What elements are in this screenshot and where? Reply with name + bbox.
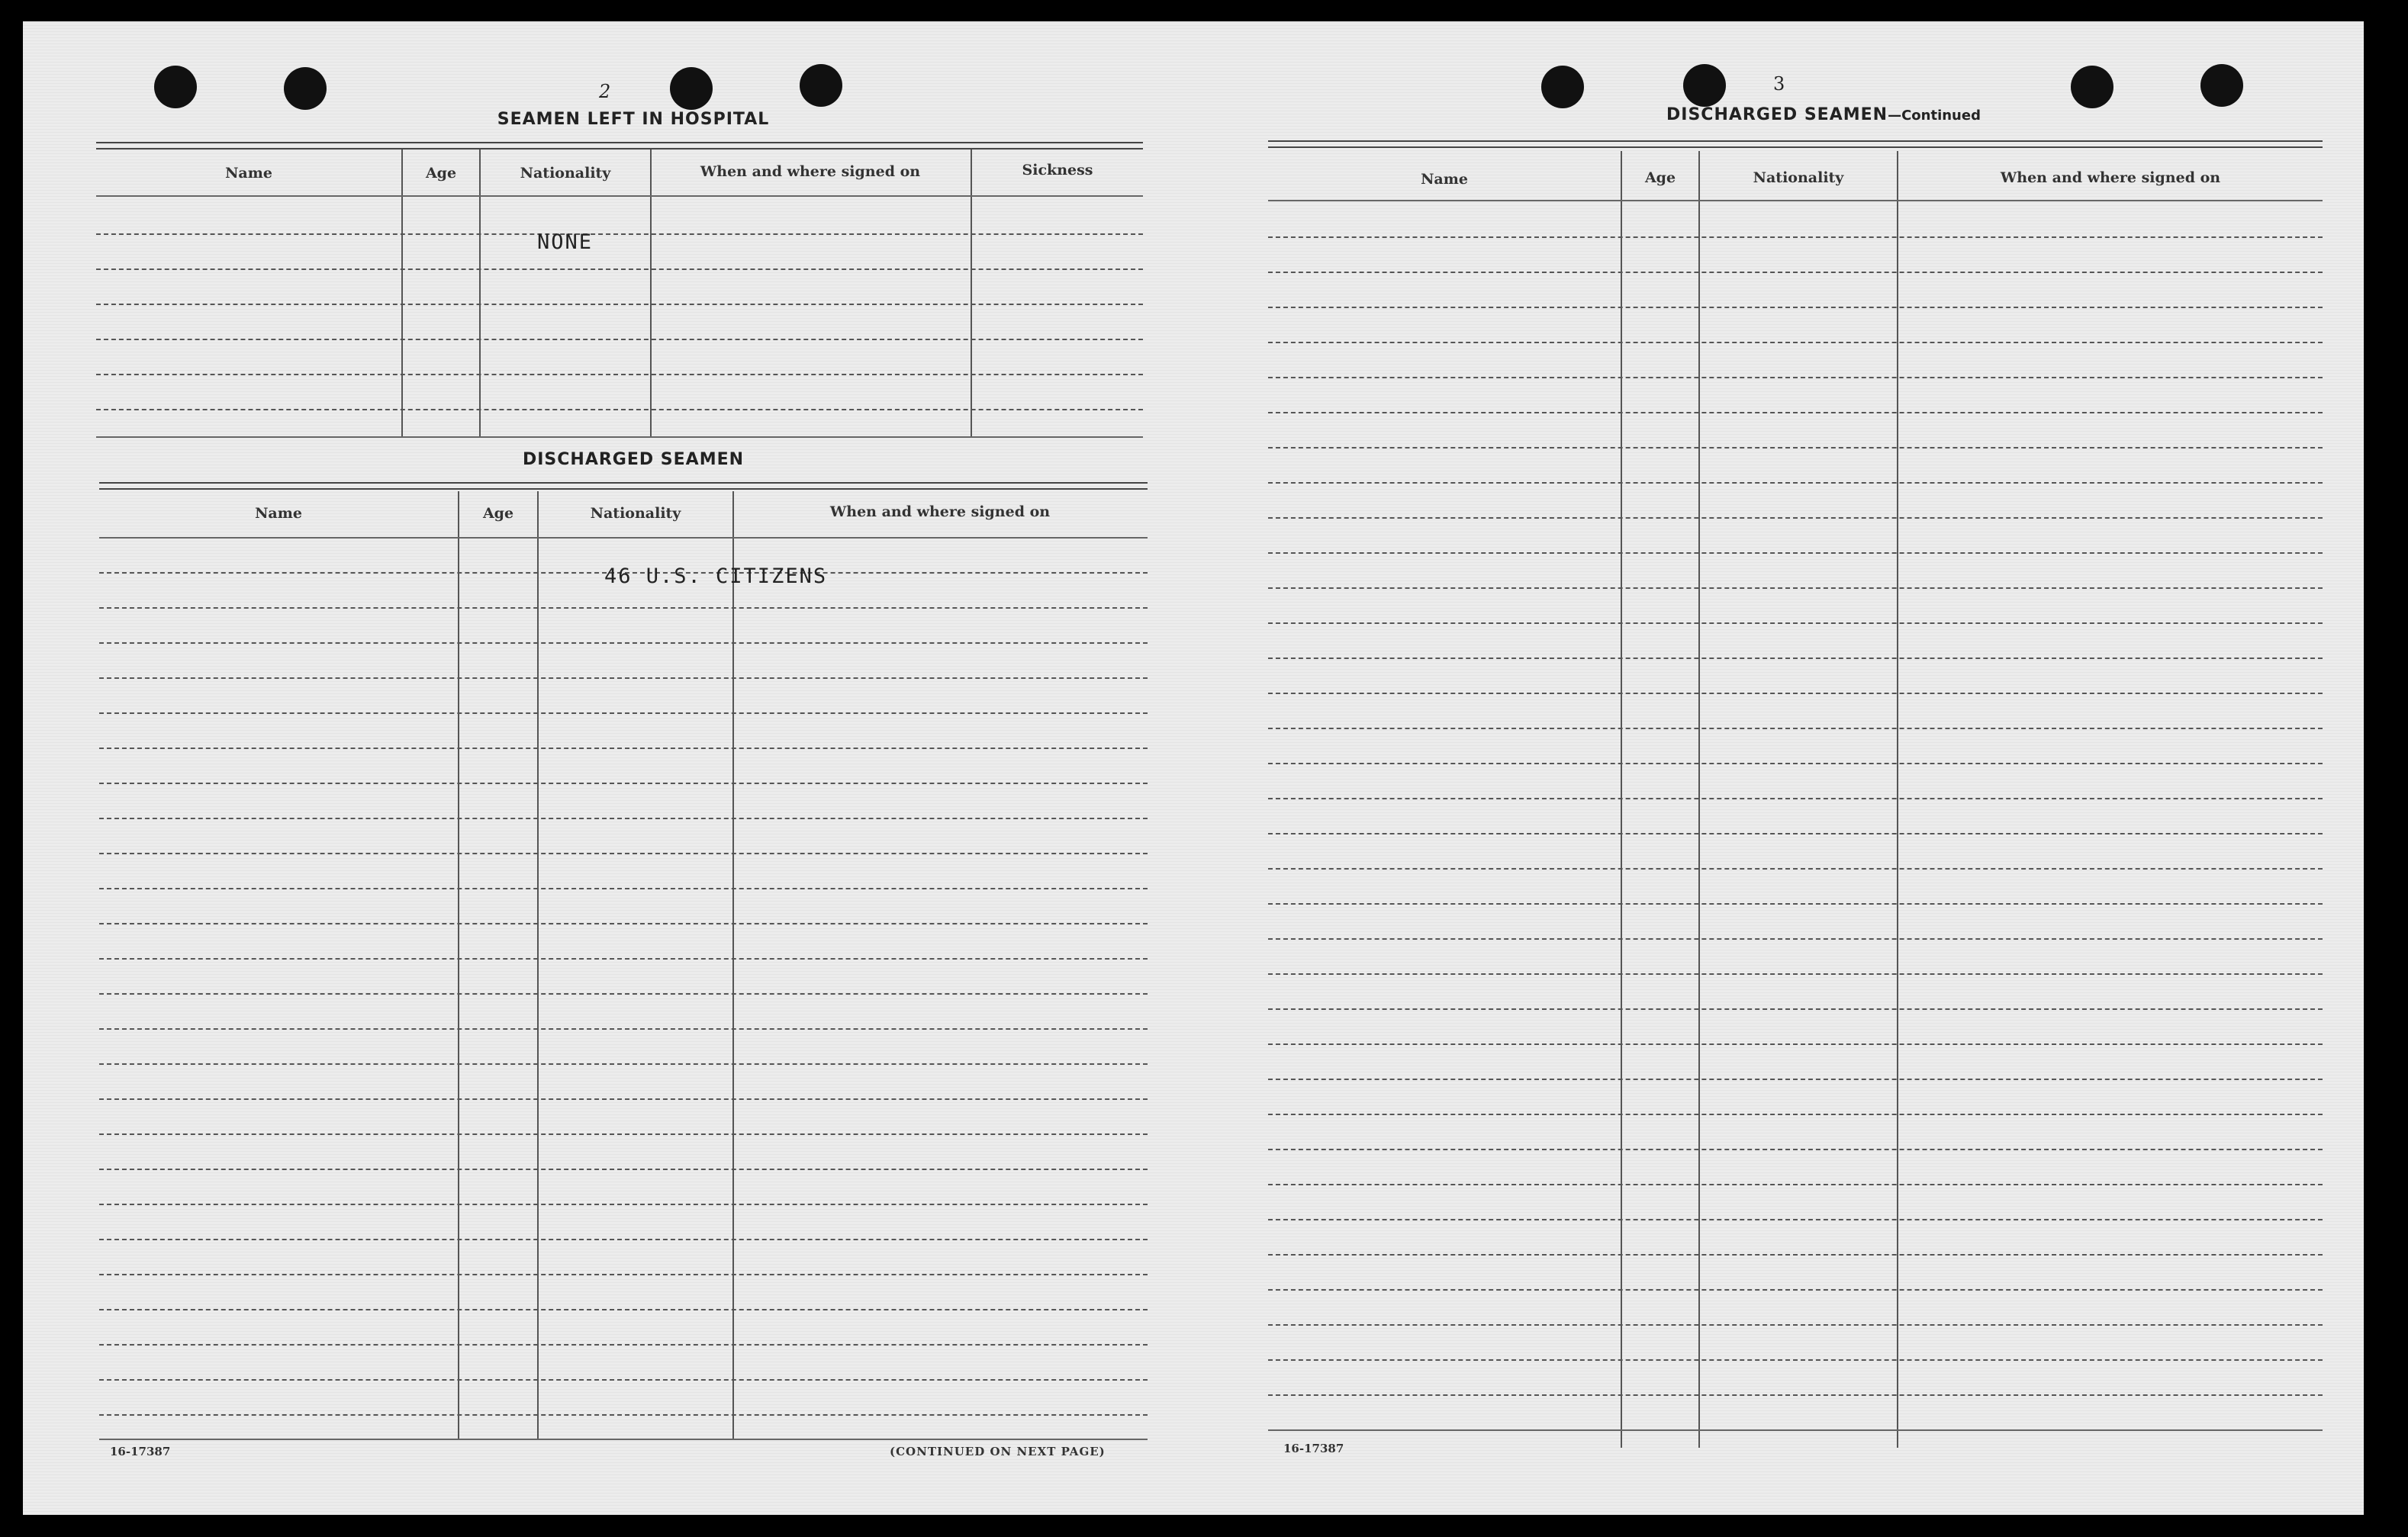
hospital-header-nationality: Nationality [520, 165, 611, 182]
page-number-right: 3 [1773, 73, 1785, 95]
discharged-section-title: DISCHARGED SEAMEN [522, 450, 745, 469]
hospital-header-name: Name [225, 165, 272, 182]
right-header-nationality: Nationality [1753, 169, 1844, 186]
hospital-header-signed-on: When and where signed on [700, 163, 921, 180]
form-number-left: 16-17387 [110, 1445, 171, 1458]
punch-hole [670, 67, 713, 110]
discharged-entry-citizens: 46 U.S. CITIZENS [604, 564, 828, 588]
hospital-table [96, 142, 1143, 456]
right-header-name: Name [1421, 171, 1468, 188]
punch-hole [800, 64, 842, 107]
discharged-table-left [99, 482, 1148, 1458]
hospital-section-title: SEAMEN LEFT IN HOSPITAL [497, 110, 770, 129]
hospital-header-sickness: Sickness [1022, 162, 1093, 178]
punch-hole [2200, 64, 2243, 107]
discharged-header-name: Name [255, 505, 302, 522]
discharged-header-nationality: Nationality [590, 505, 681, 522]
document-sheet [23, 21, 2364, 1515]
punch-hole [1541, 66, 1584, 108]
discharged-table-right [1268, 140, 2323, 1452]
hospital-entry-none: NONE [537, 230, 594, 254]
punch-hole [284, 67, 327, 110]
punch-hole [2071, 66, 2113, 108]
page-number-left: 2 [599, 81, 611, 102]
form-number-right: 16-17387 [1283, 1442, 1344, 1455]
right-title-main: DISCHARGED SEAMEN [1666, 105, 1888, 124]
punch-hole [1683, 64, 1726, 107]
right-header-age: Age [1644, 169, 1676, 186]
hospital-header-age: Age [425, 165, 457, 182]
right-section-title [1549, 105, 2098, 124]
continued-note: (CONTINUED ON NEXT PAGE) [890, 1445, 1106, 1458]
discharged-header-signed-on: When and where signed on [829, 503, 1051, 520]
punch-hole [154, 66, 197, 108]
discharged-header-age: Age [482, 505, 514, 522]
right-header-signed-on: When and where signed on [2000, 169, 2221, 186]
right-title-continued: —Continued [1888, 108, 1981, 124]
